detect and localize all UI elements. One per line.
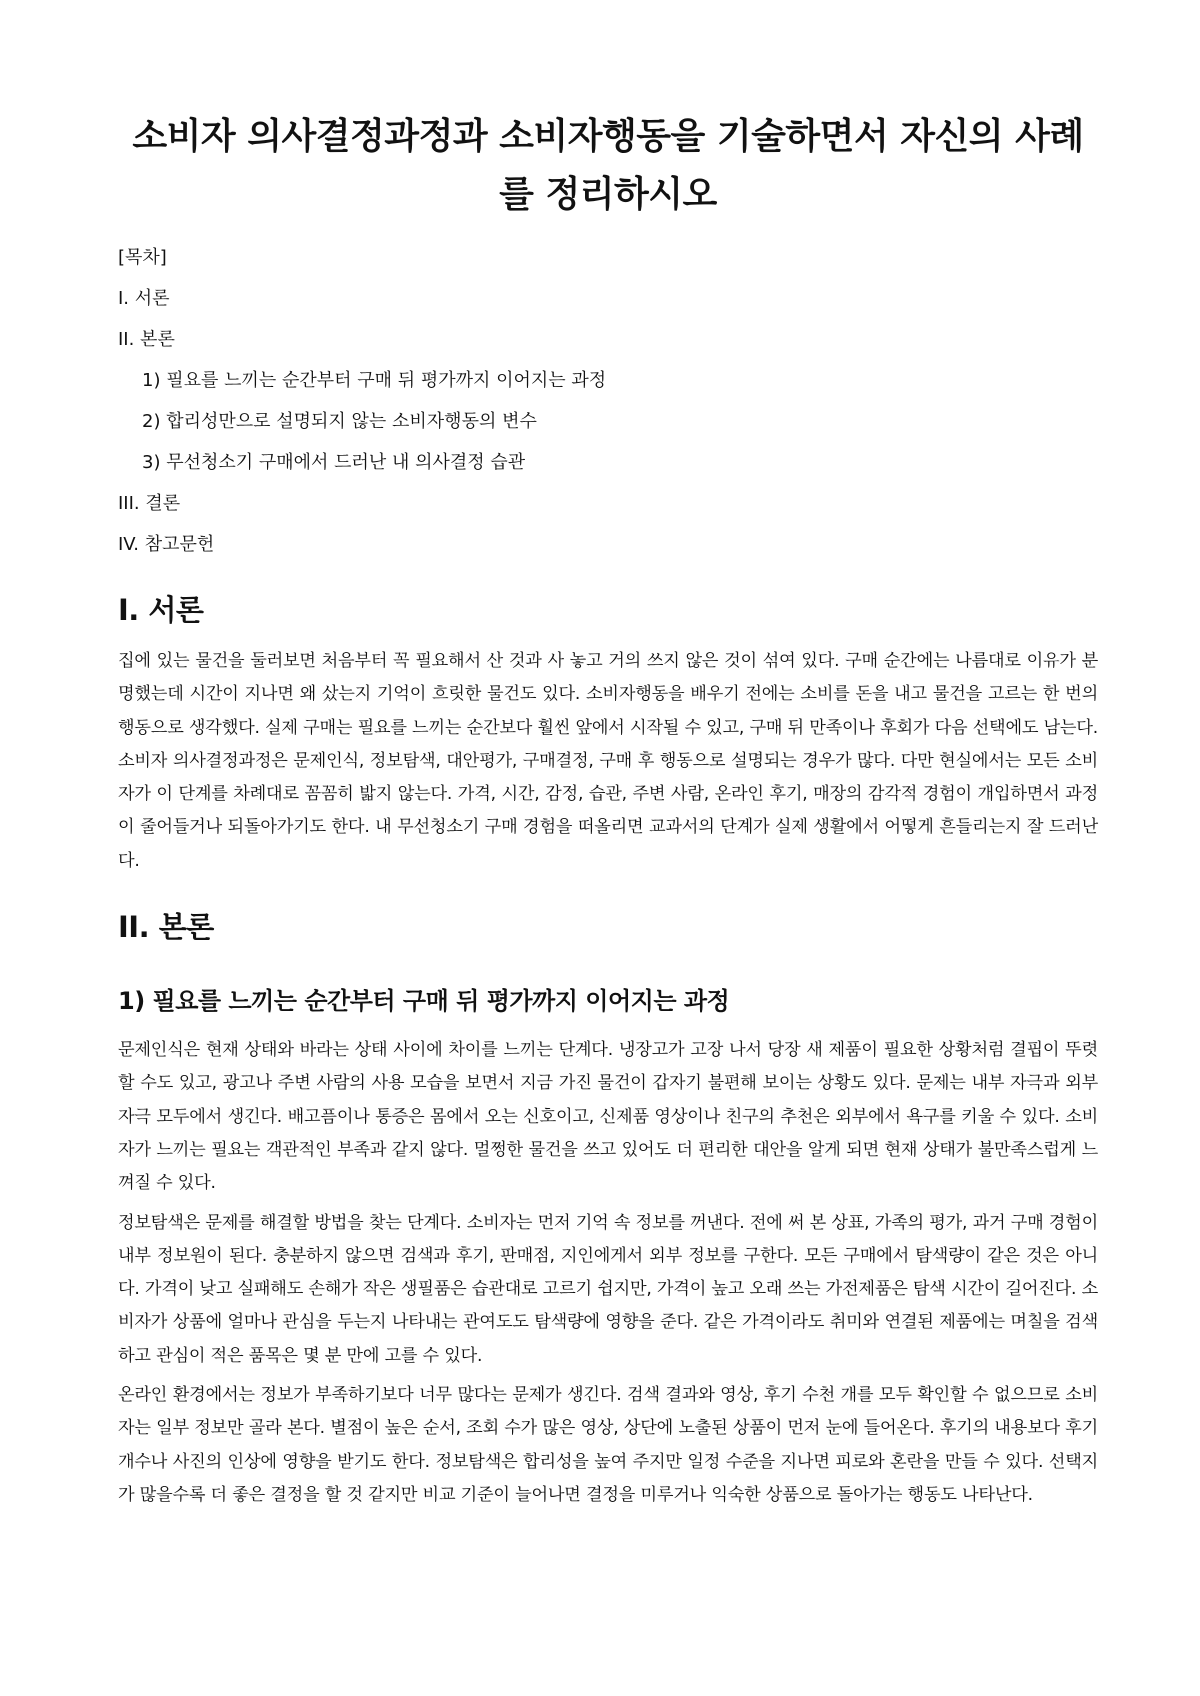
toc-item-intro: I. 서론 bbox=[118, 288, 170, 309]
document-page bbox=[118, 108, 1098, 1512]
toc-item-body-3: 3) 무선청소기 구매에서 드러난 내 의사결정 습관 bbox=[142, 452, 526, 473]
document-title bbox=[118, 108, 1098, 224]
toc-item-references: IV. 참고문헌 bbox=[118, 534, 215, 555]
toc-item-body-1: 1) 필요를 느끼는 순간부터 구매 뒤 평가까지 이어지는 과정 bbox=[142, 370, 607, 391]
toc-item-conclusion: III. 결론 bbox=[118, 493, 181, 514]
body-paragraph-1: 문제인식은 현재 상태와 바라는 상태 사이에 차이를 느끼는 단계다. 냉장고가 고장 나서 당장 새 제품이 필요한 상황처럼 결핍이 뚜렷할 수도 있고, 광고나 주변 사람의 사용 모습을 보면서 지금 가진 물건이 갑자기 불편해 보이는 상황도 있다. 문제는 내부 자극과 외부 자극 모두에서 생긴다. 배고픔이나 통증은 몸에서 오는 신호이고, 신제품 영상이나 친구의 추천은 외부에서 욕구를 키울 수 있다. 소비자가 느끼는 필요는 객관적인 부족과 같지 않다. 멀쩡한 물건을 쓰고 있어도 더 편리한 대안을 알게 되면 현재 상태가 불만족스럽게 느껴질 수 있다. bbox=[118, 1040, 1098, 1194]
title-line-1: 소비자 의사결정과정과 소비자행동을 기술하면서 자신의 사례 bbox=[132, 116, 1084, 157]
toc-item-body-2: 2) 합리성만으로 설명되지 않는 소비자행동의 변수 bbox=[142, 411, 537, 432]
section-heading-body: II. 본론 bbox=[118, 910, 214, 945]
subsection-heading-1: 1) 필요를 느끼는 순간부터 구매 뒤 평가까지 이어지는 과정 bbox=[118, 987, 730, 1016]
body-paragraph-3: 온라인 환경에서는 정보가 부족하기보다 너무 많다는 문제가 생긴다. 검색 결과와 영상, 후기 수천 개를 모두 확인할 수 없으므로 소비자는 일부 정보만 골라 본다. 별점이 높은 순서, 조회 수가 많은 영상, 상단에 노출된 상품이 먼저 눈에 들어온다. 후기의 내용보다 후기 개수나 사진의 인상에 영향을 받기도 한다. 정보탐색은 합리성을 높여 주지만 일정 수준을 지나면 피로와 혼란을 만들 수 있다. 선택지가 많을수록 더 좋은 결정을 할 것 같지만 비교 기준이 늘어나면 결정을 미루거나 익숙한 상품으로 돌아가는 행동도 나타난다. bbox=[118, 1385, 1098, 1505]
body-paragraph-2: 정보탐색은 문제를 해결할 방법을 찾는 단계다. 소비자는 먼저 기억 속 정보를 꺼낸다. 전에 써 본 상표, 가족의 평가, 과거 구매 경험이 내부 정보원이 된다. 충분하지 않으면 검색과 후기, 판매점, 지인에게서 외부 정보를 구한다. 모든 구매에서 탐색량이 같은 것은 아니다. 가격이 낮고 실패해도 손해가 작은 생필품은 습관대로 고르기 쉽지만, 가격이 높고 오래 쓰는 가전제품은 탐색 시간이 길어진다. 소비자가 상품에 얼마나 관심을 두는지 나타내는 관여도도 탐색량에 영향을 준다. 같은 가격이라도 취미와 연결된 제품에는 며칠을 검색하고 관심이 적은 품목은 몇 분 만에 고를 수 있다. bbox=[118, 1212, 1098, 1366]
table-of-contents bbox=[118, 248, 1098, 555]
section-heading-intro: I. 서론 bbox=[118, 593, 204, 627]
title-line-2: 를 정리하시오 bbox=[499, 174, 717, 215]
intro-paragraph: 집에 있는 물건을 둘러보면 처음부터 꼭 필요해서 산 것과 사 놓고 거의 쓰지 않은 것이 섞여 있다. 구매 순간에는 나름대로 이유가 분명했는데 시간이 지나면 왜 샀는지 기억이 흐릿한 물건도 있다. 소비자행동을 배우기 전에는 소비를 돈을 내고 물건을 고르는 한 번의 행동으로 생각했다. 실제 구매는 필요를 느끼는 순간보다 훨씬 앞에서 시작될 수 있고, 구매 뒤 만족이나 후회가 다음 선택에도 남는다. 소비자 의사결정과정은 문제인식, 정보탐색, 대안평가, 구매결정, 구매 후 행동으로 설명되는 경우가 많다. 다만 현실에서는 모든 소비자가 이 단계를 차례대로 꼼꼼히 밟지 않는다. 가격, 시간, 감정, 습관, 주변 사람, 온라인 후기, 매장의 감각적 경험이 개입하면서 과정이 줄어들거나 되돌아가기도 한다. 내 무선청소기 구매 경험을 떠올리면 교과서의 단계가 실제 생활에서 어떻게 흔들리는지 잘 드러난다. bbox=[118, 651, 1098, 871]
toc-item-body: II. 본론 bbox=[118, 329, 175, 350]
toc-label: [목차] bbox=[118, 247, 167, 268]
